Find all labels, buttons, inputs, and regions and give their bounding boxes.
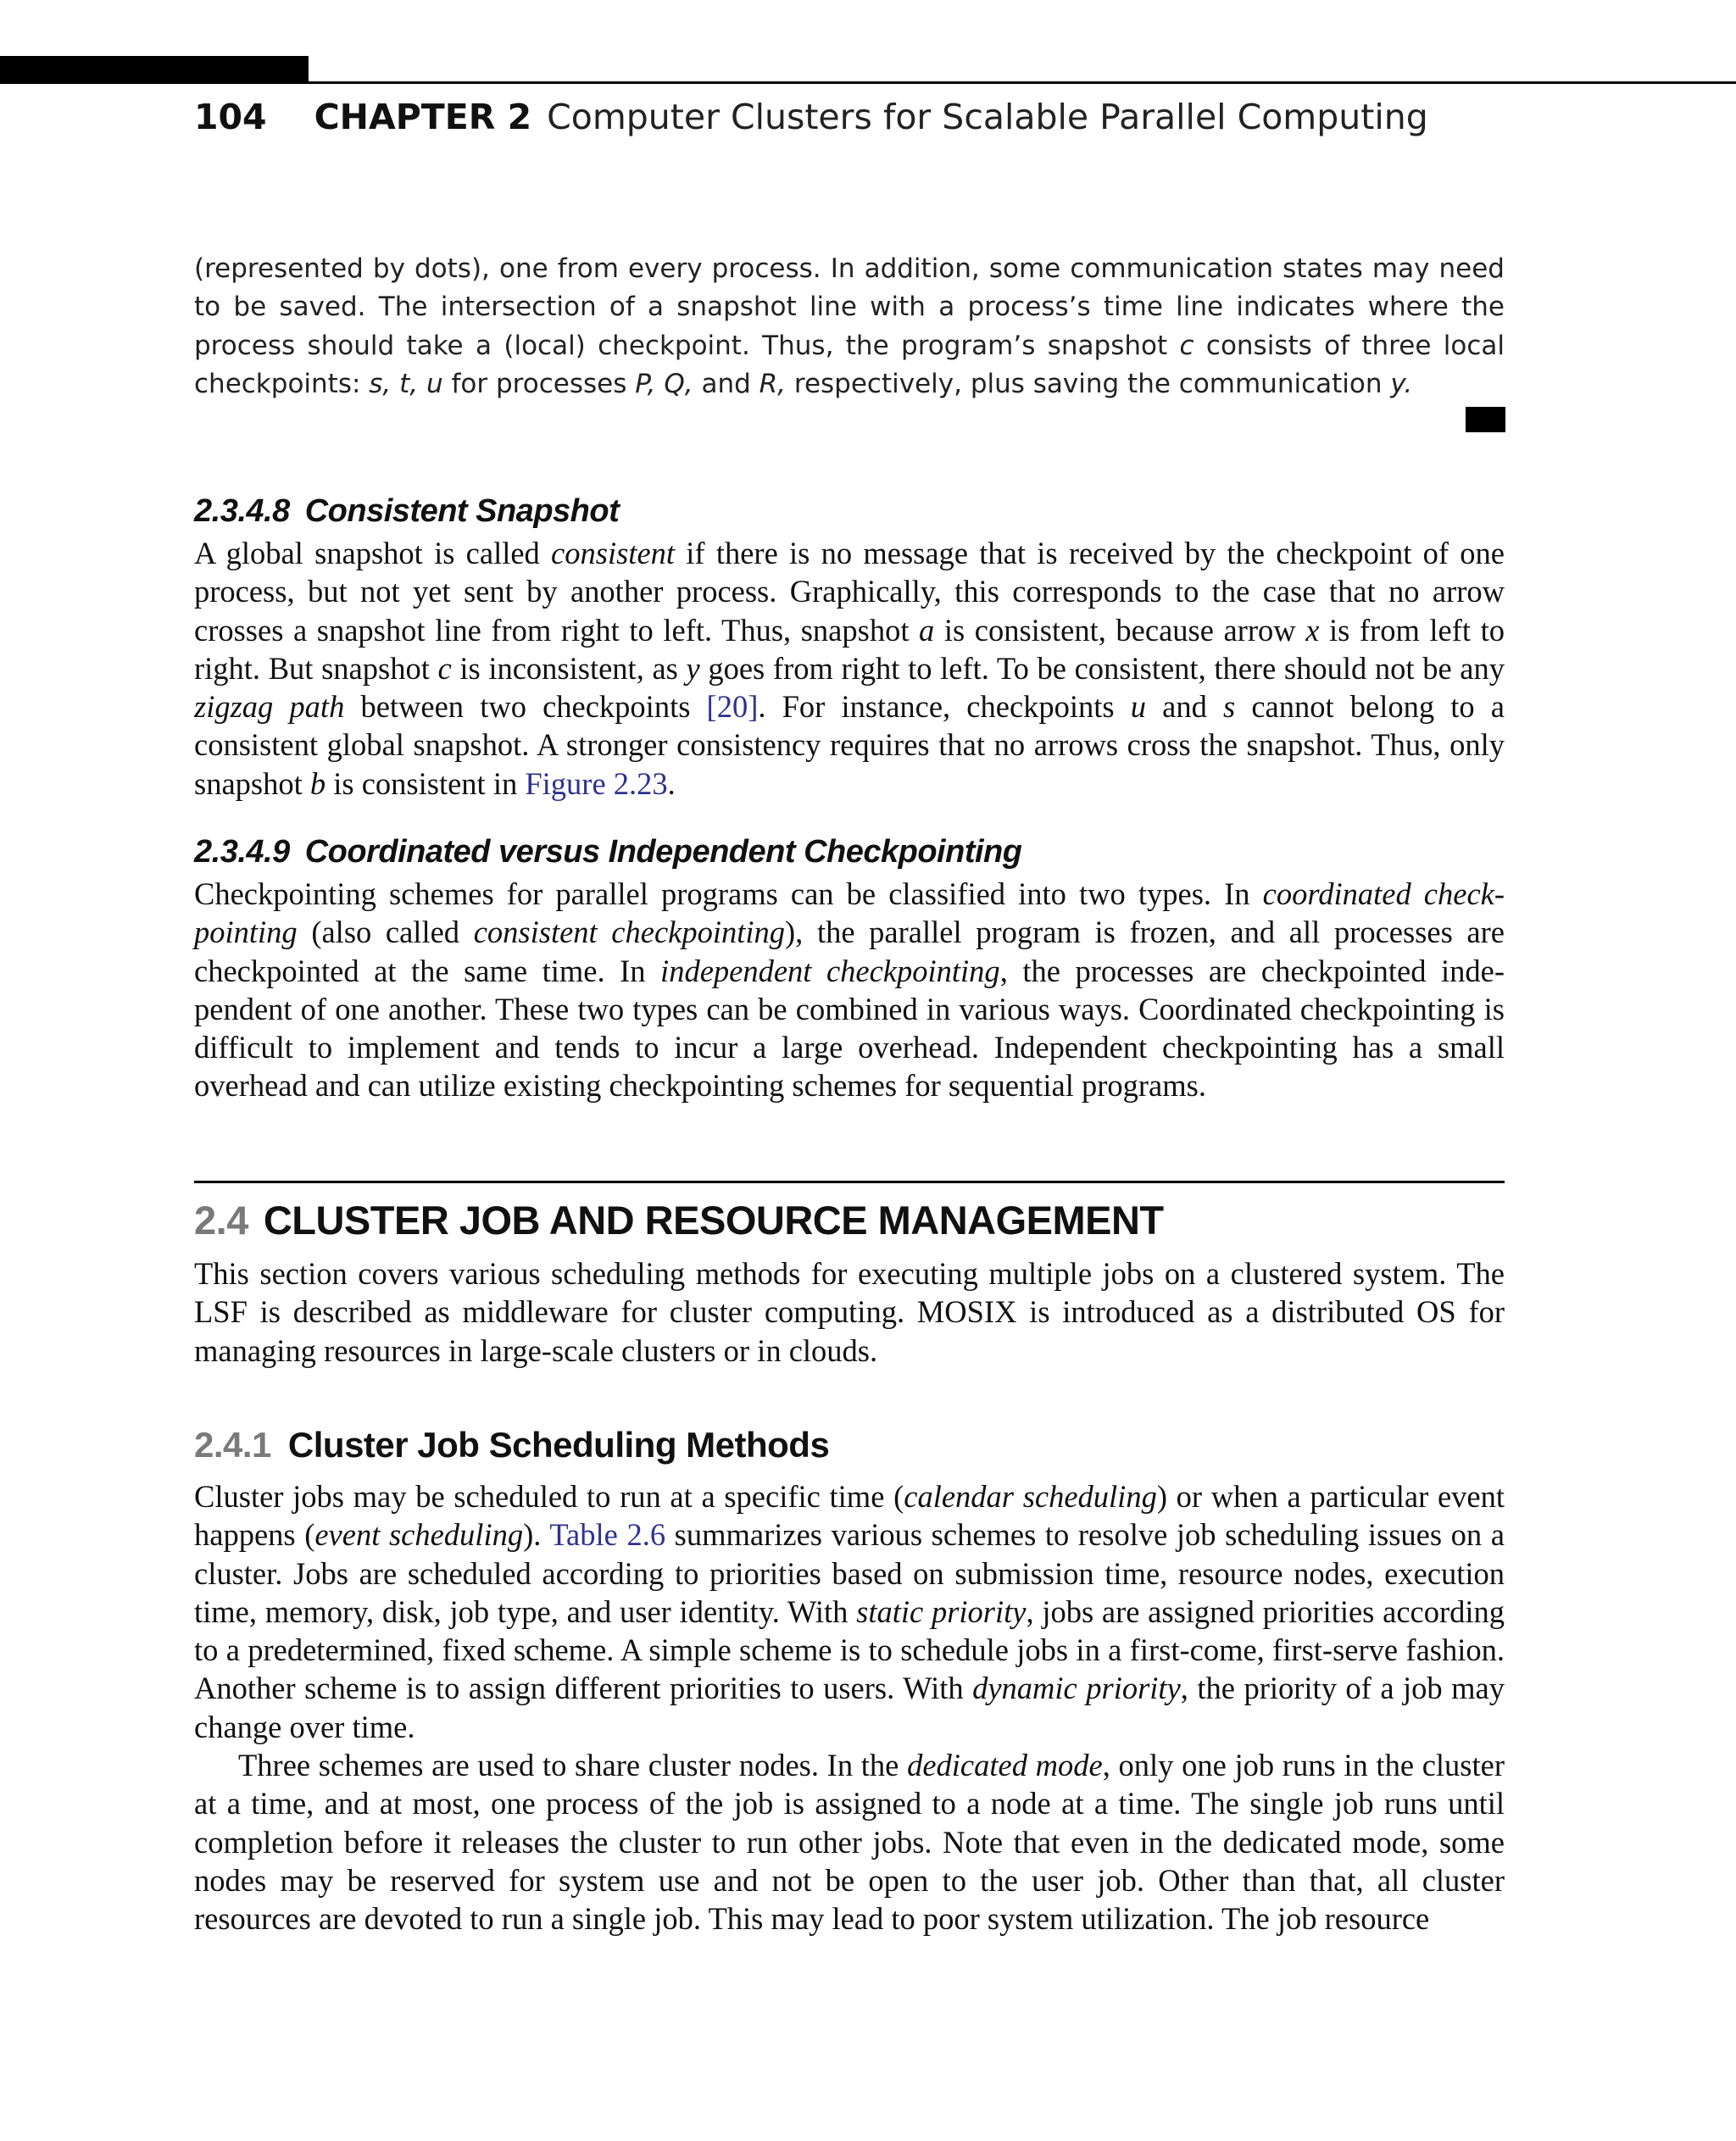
section-24-intro: This section covers various scheduling methods for executing multiple jobs on a clustered system. The LSF is described as middleware for cluster computing. MOSIX is introduced as a distributed OS for managing resources in large-scale clusters or in clouds.: [194, 1256, 1505, 1368]
table-link[interactable]: Table 2.6: [549, 1517, 666, 1553]
section-number: 2.3.4.9: [194, 834, 290, 870]
page-number: 104: [194, 97, 267, 137]
chapter-label: CHAPTER 2: [314, 97, 532, 137]
section-2348-paragraph: A global snapshot is called consistent if there is no message that is received by the checkpoint of one process, but not yet sent by another process. Graphically, this corresponds to the case that no arrow crosses a snapshot line from right to left. Thus, snapshot a is consistent, because arrow x is from left to right. But snapshot c is inconsistent, as y goes from right to left. To be consistent, there should not be any zigzag path between two checkpoints [20]. For instance, checkpoints u and s cannot belong to a consistent global snapshot. A stronger consistency requires that no arrows cross the snapshot. Thus, only snapshot b is consistent in Figure 2.23.: [194, 536, 1505, 801]
section-241-heading: [194, 1421, 1505, 1469]
section-2348-heading: [194, 492, 1505, 531]
reference-link[interactable]: [20]: [706, 689, 759, 725]
chapter-title: Computer Clusters for Scalable Parallel Computing: [547, 97, 1428, 137]
section-241-paragraph-2: Three schemes are used to share cluster nodes. In the dedicated mode, only one job runs in the cluster at a time, and at most, one process of the job is assigned to a node at a time. The single job runs until completion before it releases the cluster to run other jobs. Note that even in the dedicated mode, some nodes may be reserved for system use and not be open to the user job. Other than that, all cluster resources are devoted to run a single job. This may lead to poor system utilization. The job resource: [194, 1748, 1505, 1937]
figure-link[interactable]: Figure 2.23: [525, 765, 668, 801]
section-2349-heading: [194, 832, 1505, 871]
section-title: CLUSTER JOB AND RESOURCE MANAGEMENT: [263, 1198, 1164, 1243]
header-black-bar: [0, 56, 309, 84]
running-head: [194, 93, 1428, 141]
section-number: 2.4: [194, 1198, 248, 1243]
section-number: 2.4.1: [194, 1425, 271, 1465]
section-241-paragraph-1: Cluster jobs may be scheduled to run at a specific time (calendar scheduling) or when a particular event happens (event scheduling). Table 2.6 summarizes various schemes to resolve job scheduling issues on a cluster. Jobs are scheduled according to priorities based on submission time, resource nodes, execution time, memory, disk, job type, and user identity. With static priority, jobs are assigned priorities according to a predetermined, fixed scheme. A simple scheme is to schedule jobs in a first-come, first-serve fashion. Another scheme is to assign different priorities to users. With dynamic priority, the priority of a job may change over time.: [194, 1479, 1505, 1744]
section-2349-paragraph: Checkpointing schemes for parallel programs can be classified into two types. In coordinated checkpointing (also called consistent checkpointing), the parallel program is frozen, and all processes are checkpointed at the same time. In independent checkpointing, the processes are checkpointed independent of one another. These two types can be combined in various ways. Coordinated checkpointing is difficult to implement and tends to incur a large overhead. Independent checkpointing has a small overhead and can utilize existing checkpointing schemes for sequential programs.: [194, 876, 1505, 1104]
section-title: Coordinated versus Independent Checkpointing: [304, 834, 1022, 870]
example-continuation-paragraph: (represented by dots), one from every process. In addition, some communication states may need to be saved. The intersection of a snapshot line with a process’s time line indicates where the process should take a (local) checkpoint. Thus, the program’s snapshot c consists of three local checkpoints: s, t, u for processes P, Q, and R, respectively, plus saving the communication y.: [194, 253, 1505, 399]
section-number: 2.3.4.8: [194, 493, 290, 529]
header-rule: [309, 81, 1736, 84]
example-end-marker: [1466, 407, 1505, 432]
section-24-heading: [194, 1195, 1505, 1246]
section-title: Cluster Job Scheduling Methods: [287, 1425, 830, 1465]
section-rule: [194, 1181, 1505, 1183]
section-title: Consistent Snapshot: [304, 493, 620, 529]
